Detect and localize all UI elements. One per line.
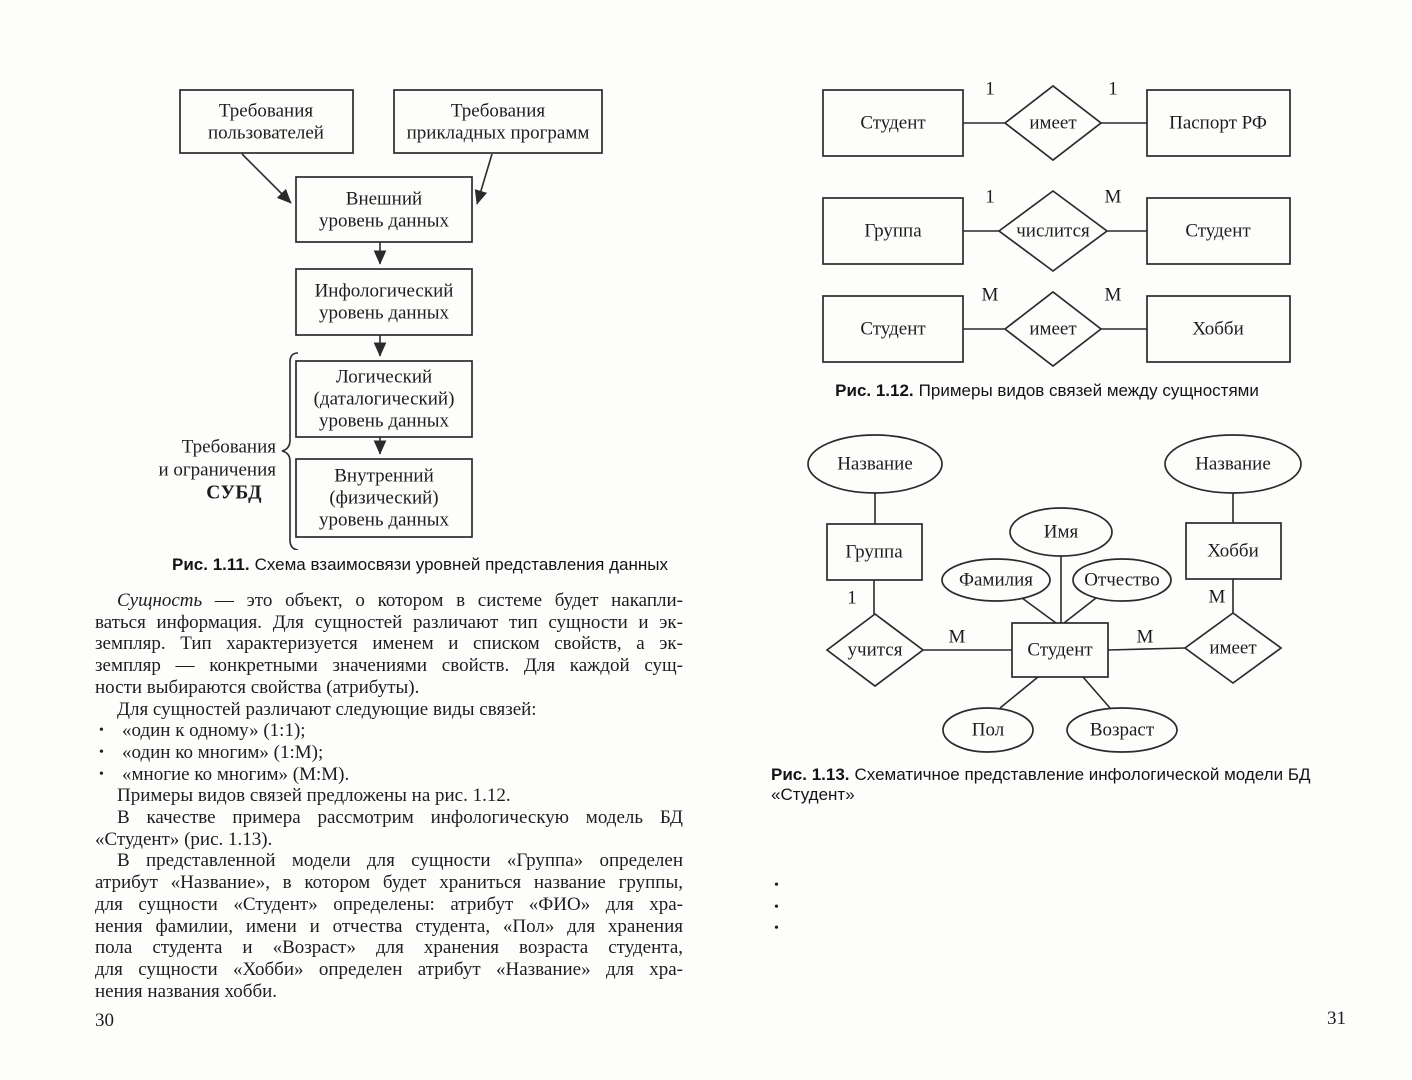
cardinality-label: М	[1104, 186, 1122, 208]
bullet-item	[770, 897, 1346, 919]
figure-1-13-caption	[771, 765, 1351, 805]
cardinality-label: 1	[985, 78, 995, 100]
text-line: атрибут «Название», в котором будет храниться название группы,	[95, 872, 683, 894]
relation-label: числится	[1016, 220, 1090, 242]
bullet-item: • «многие ко многим» (М:М).	[95, 764, 683, 786]
figure-1-13-caption-text: Схематичное представление инфологической модели БД «Студент»	[771, 765, 1311, 804]
entity-label: Студент	[860, 318, 926, 340]
connector-line	[1108, 648, 1185, 650]
text-line: ваться информация. Для сущностей различают тип сущности и эк-	[95, 611, 683, 633]
text-line-rest: — это объект, о котором в системе будет накапли-	[202, 590, 683, 611]
figure-1-11-caption	[150, 555, 690, 575]
relation-label: имеет	[1209, 637, 1257, 659]
text-line: Примеры видов связей предложены на рис. 1.12.	[117, 785, 511, 807]
attribute-label: Имя	[1043, 521, 1079, 543]
figure-1-12-caption-label: Рис. 1.12.	[835, 381, 914, 400]
entity-label: Хобби	[1192, 318, 1244, 340]
entity-label: Хобби	[1207, 540, 1259, 562]
box-app-requirements-line2: прикладных программ	[406, 122, 590, 144]
connector-line	[1083, 677, 1110, 708]
bullet-item	[770, 875, 1346, 897]
box-external-level-line2: уровень данных	[318, 210, 450, 232]
box-external-level-line1: Внешний	[345, 188, 423, 210]
figure-1-11-caption-text: Схема взаимосвязи уровней представления данных	[254, 555, 668, 574]
relation-label: учится	[847, 639, 903, 661]
page-number-left: 30	[95, 1010, 114, 1031]
cardinality-label: М	[1136, 626, 1154, 648]
bullet-item: • «один ко многим» (1:М);	[95, 742, 683, 764]
figure-1-13-caption-label: Рис. 1.13.	[771, 765, 850, 784]
cardinality-label: М	[981, 284, 999, 306]
cardinality-label: М	[1104, 284, 1122, 306]
figure-1-12-relations-diagram	[780, 70, 1314, 380]
arrow-users-to-external	[242, 154, 291, 203]
attribute-label: Возраст	[1089, 719, 1155, 741]
attribute-label: Пол	[971, 719, 1005, 741]
bullet-item: • «один к одному» (1:1);	[95, 720, 683, 742]
relation-label: имеет	[1029, 112, 1077, 134]
figure-1-11-levels-diagram	[150, 80, 690, 550]
box-internal-level-line1: Внутренний	[334, 465, 434, 487]
text-line	[770, 853, 1346, 875]
text-line: В представленной модели для сущности «Группа» определен	[117, 850, 683, 872]
text-line	[770, 940, 1346, 962]
entity-label: Паспорт РФ	[1169, 112, 1267, 134]
attribute-label: Фамилия	[958, 569, 1034, 591]
box-user-requirements-line2: пользователей	[208, 122, 324, 144]
text-line	[770, 810, 1346, 832]
box-infological-level-line2: уровень данных	[318, 302, 450, 324]
arrow-apps-to-external	[477, 154, 492, 204]
text-line	[95, 590, 683, 612]
box-app-requirements	[394, 90, 602, 153]
box-user-requirements	[180, 90, 353, 153]
brace-label-line2: и ограничения	[158, 459, 276, 481]
text-line: ности выбираются свойства (атрибуты).	[95, 676, 420, 698]
box-external-level	[296, 177, 472, 242]
text-line: для сущности «Хобби» определен атрибут «Название» для хра-	[95, 958, 683, 980]
box-internal-level-line3: уровень данных	[318, 509, 450, 531]
text-line: В качестве примера рассмотрим инфологическую модель БД	[117, 807, 683, 829]
box-internal-level-line2: (физический)	[329, 487, 439, 509]
box-logical-level-line3: уровень данных	[318, 410, 450, 432]
left-page-body	[95, 590, 683, 1002]
connector-line	[1022, 598, 1056, 623]
figure-1-12-caption-text: Примеры видов связей между сущностями	[918, 381, 1259, 400]
entity-label: Группа	[845, 541, 903, 563]
box-user-requirements-line1: Требования	[218, 100, 314, 122]
text-line: земпляр — конкретными значениями свойств. Для каждой сущ-	[95, 655, 683, 677]
text-line: нения фамилии, имени и отчества студента, «Пол» для хранения	[95, 915, 683, 937]
connector-line	[1064, 598, 1096, 623]
box-infological-level-line1: Инфологический	[314, 280, 454, 302]
text-line: земпляр. Тип характеризуется именем и списком свойств, а эк-	[95, 633, 683, 655]
attribute-label: Название	[1195, 453, 1271, 475]
entity-label: Студент	[1185, 220, 1251, 242]
term-entity: Сущность	[117, 590, 203, 611]
text-line	[770, 962, 1346, 984]
entity-label: Группа	[864, 220, 922, 242]
figure-1-12-caption	[780, 381, 1314, 401]
attribute-label: Отчество	[1084, 569, 1160, 591]
figure-1-13-er-diagram	[765, 428, 1335, 758]
text-line: нения названия хобби.	[95, 980, 278, 1002]
text-line: «Студент» (рис. 1.13).	[95, 828, 273, 850]
entity-label: Студент	[860, 112, 926, 134]
text-line: Для сущностей различают следующие виды связей:	[117, 698, 537, 720]
right-page-body	[770, 810, 1346, 984]
attribute-label: Название	[837, 453, 913, 475]
figure-1-11-caption-label: Рис. 1.11.	[172, 555, 250, 574]
cardinality-label: 1	[847, 587, 857, 609]
page-number-right: 31	[1327, 1008, 1346, 1029]
entity-label: Студент	[1027, 639, 1093, 661]
cardinality-label: 1	[1108, 78, 1118, 100]
cardinality-label: 1	[985, 186, 995, 208]
bullet-item	[770, 918, 1346, 940]
cardinality-label: М	[948, 626, 966, 648]
connector-line	[1000, 677, 1038, 708]
text-line	[770, 832, 1346, 854]
text-line: для сущности «Студент» определены: атрибут «ФИО» для хра-	[95, 893, 683, 915]
brace-label-dbms: СУБД	[206, 482, 262, 504]
cardinality-label: М	[1208, 586, 1226, 608]
box-logical-level-line1: Логический	[335, 366, 433, 388]
brace-label-line1: Требования	[181, 436, 276, 458]
text-line: пола студента и «Возраст» для хранения возраста студента,	[95, 937, 683, 959]
relation-label: имеет	[1029, 318, 1077, 340]
box-app-requirements-line1: Требования	[450, 100, 546, 122]
box-logical-level-line2: (даталогический)	[313, 388, 455, 410]
